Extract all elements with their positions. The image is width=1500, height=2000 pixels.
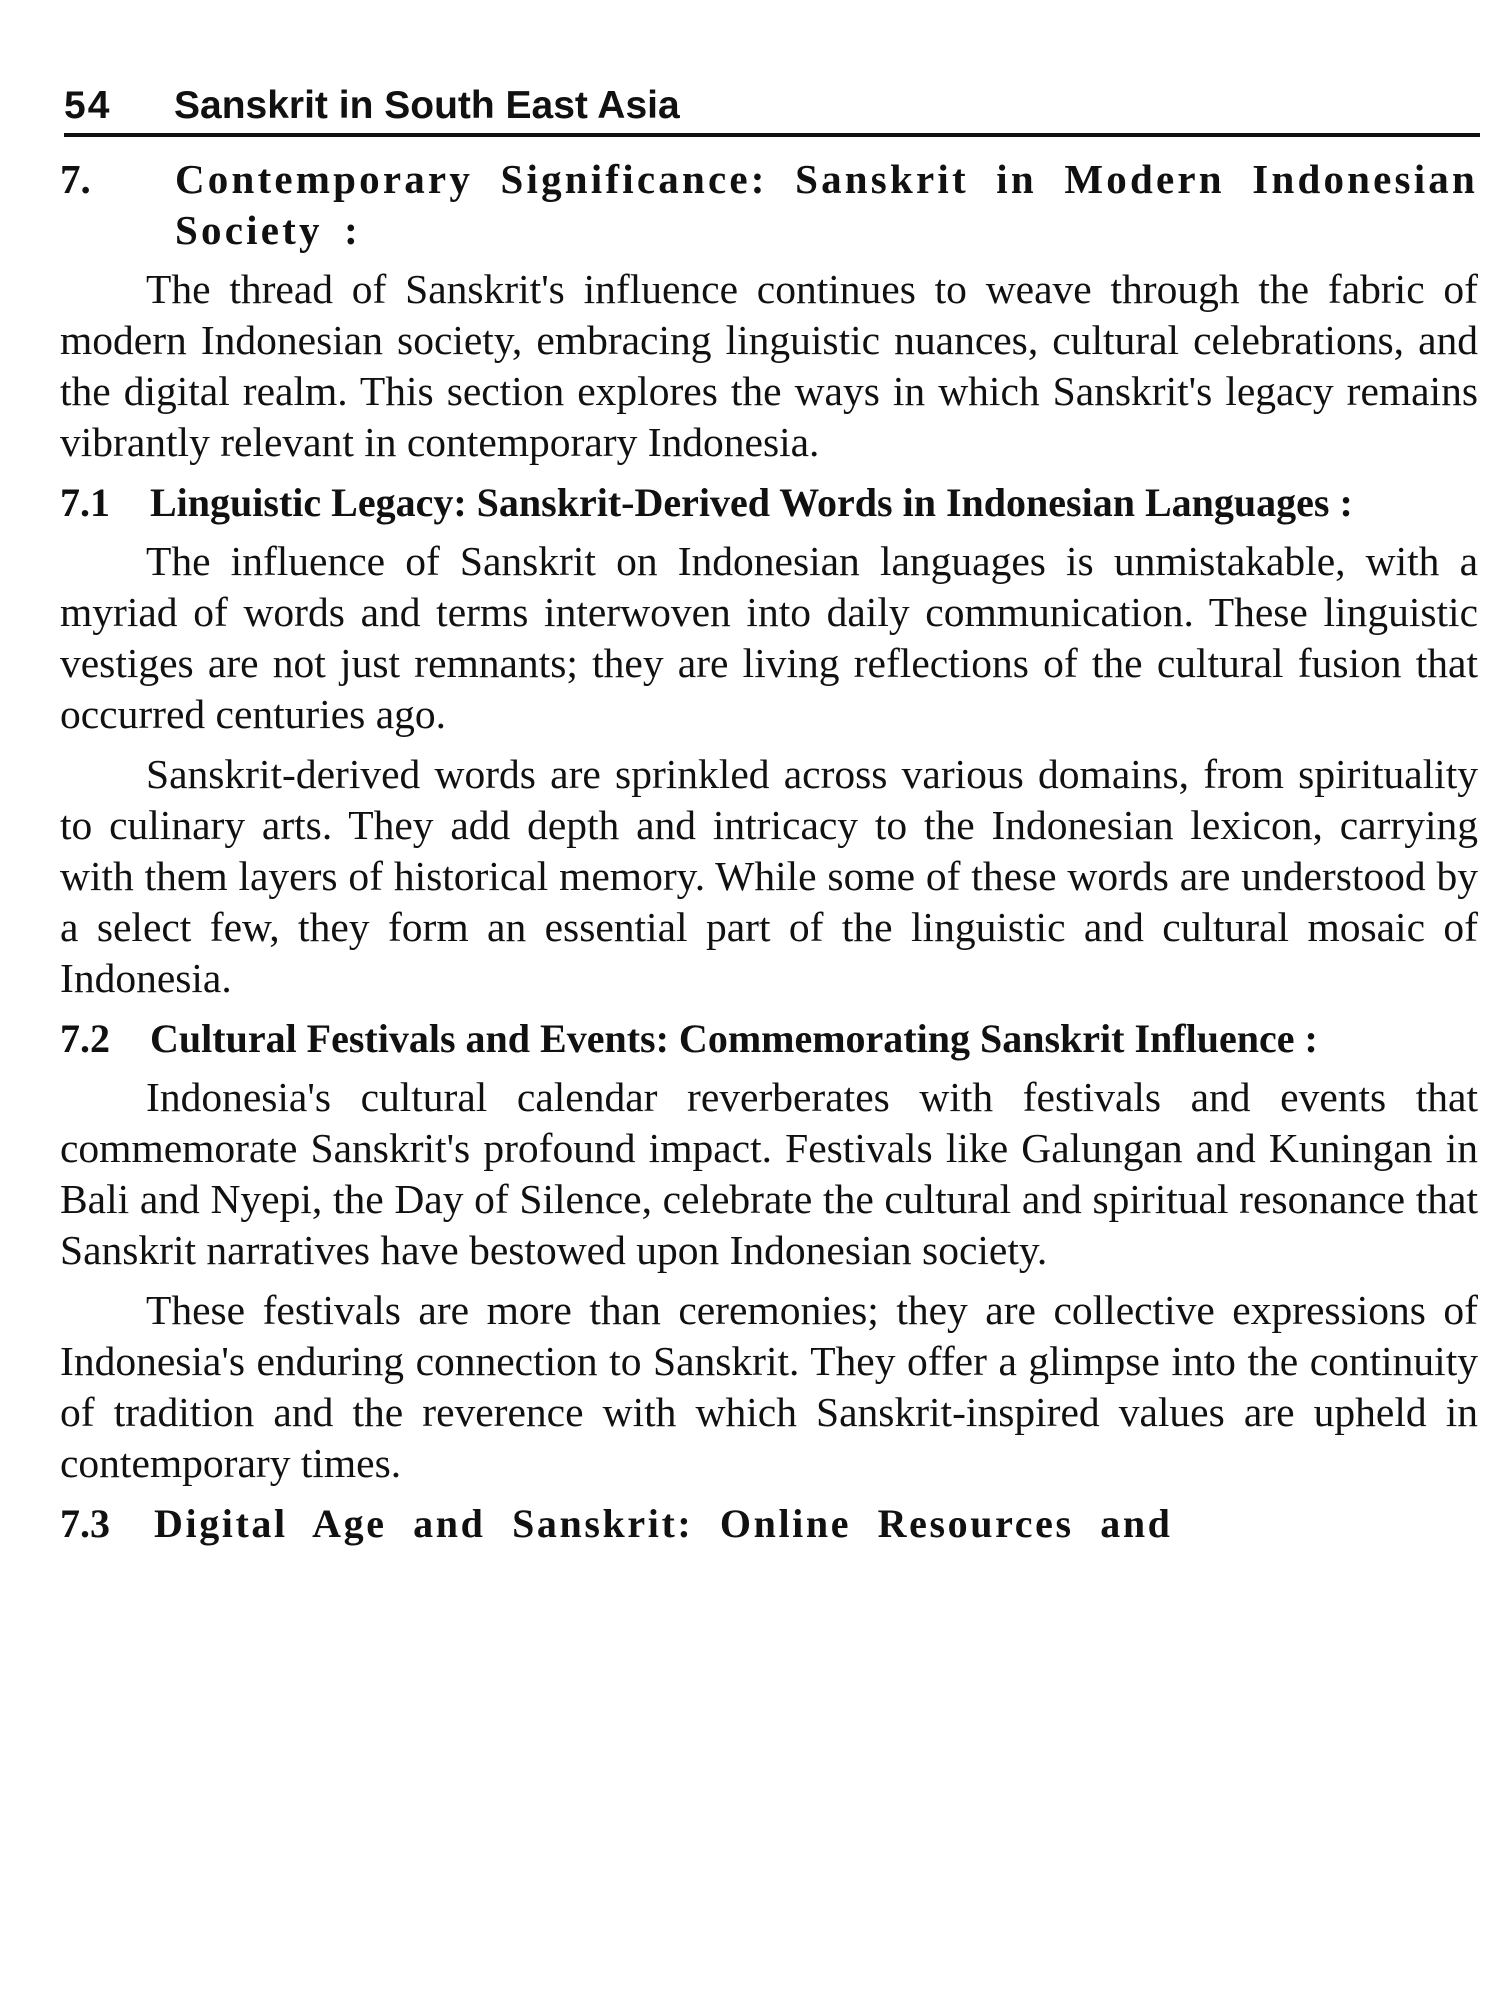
book-title: Sanskrit in South East Asia	[174, 84, 680, 127]
section-heading-7-2	[60, 1013, 1478, 1064]
section-heading-7	[60, 154, 1478, 256]
section-number: 7.3	[60, 1501, 110, 1546]
page-number: 54	[64, 84, 112, 127]
page-body	[60, 148, 1478, 1557]
paragraph: The thread of Sanskrit's influence continues to weave through the fabric of modern Indonesian society, embracing linguistic nuances, cultural celebrations, and the digital realm. This section explores the ways in which Sanskrit's legacy remains vibrantly relevant in contemporary Indonesia.	[60, 266, 1478, 465]
section-title: Contemporary Significance: Sanskrit in Modern Indonesian Society :	[175, 156, 1478, 253]
header-rule	[64, 133, 1480, 137]
section-number: 7.1	[60, 480, 110, 525]
section-heading-7-1	[60, 477, 1478, 528]
running-head	[64, 78, 1476, 134]
section-heading-7-3	[60, 1498, 1478, 1549]
paragraph: Indonesia's cultural calendar reverberates with festivals and events that commemorate Sanskrit's profound impact. Festivals like Galungan and Kuningan in Bali and Nyepi, the Day of Silence, celebrate the cultural and spiritual resonance that Sanskrit narratives have bestowed upon Indonesian society.	[60, 1074, 1478, 1273]
section-number: 7.	[60, 156, 91, 202]
section-title: Digital Age and Sanskrit: Online Resources and	[154, 1501, 1173, 1546]
section-title: Cultural Festivals and Events: Commemorating Sanskrit Influence :	[150, 1016, 1318, 1061]
paragraph: Sanskrit-derived words are sprinkled across various domains, from spirituality to culinary arts. They add depth and intricacy to the Indonesian lexicon, carrying with them layers of historical memory. While some of these words are understood by a select few, they form an essential part of the linguistic and cultural mosaic of Indonesia.	[60, 751, 1478, 1001]
section-title: Linguistic Legacy: Sanskrit-Derived Words in Indonesian Languages :	[150, 480, 1353, 525]
paragraph: These festivals are more than ceremonies; they are collective expressions of Indonesia's enduring connection to Sanskrit. They offer a glimpse into the continuity of tradition and the reverence with which Sanskrit-inspired values are upheld in contemporary times.	[60, 1287, 1478, 1486]
paragraph: The influence of Sanskrit on Indonesian languages is unmistakable, with a myriad of words and terms interwoven into daily communication. These linguistic vestiges are not just remnants; they are living reflections of the cultural fusion that occurred centuries ago.	[60, 538, 1478, 737]
section-number: 7.2	[60, 1016, 110, 1061]
